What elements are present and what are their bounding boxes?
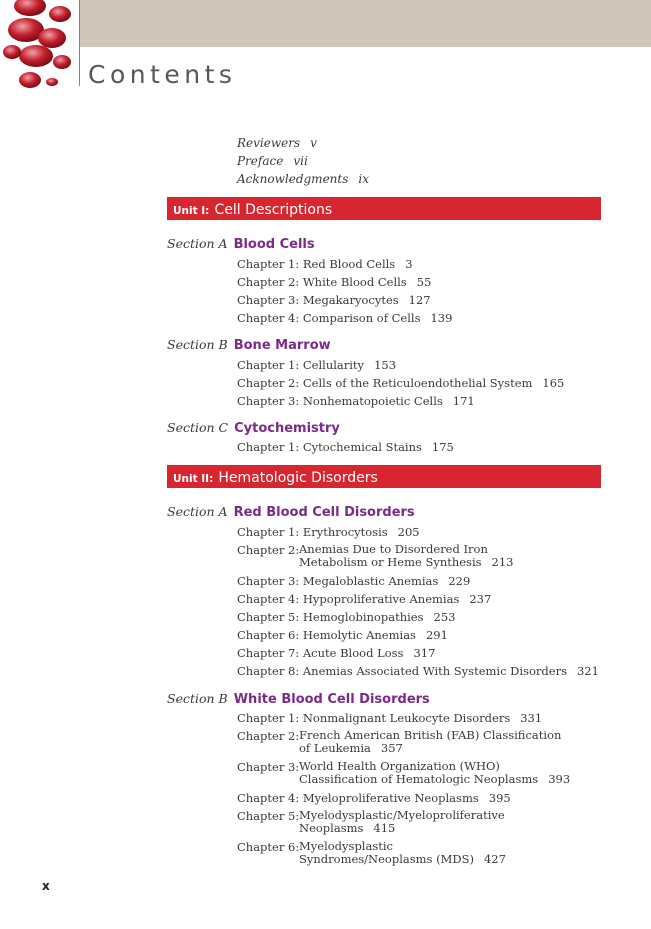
section-title: Red Blood Cell Disorders	[233, 505, 415, 520]
chapter-title: Anemias Associated With Systemic Disorders	[302, 664, 567, 678]
blood-cells-icon	[0, 0, 80, 92]
header-bar	[80, 0, 651, 47]
chapter-entry	[237, 608, 599, 626]
chapter-entry	[237, 291, 452, 309]
section-title: Blood Cells	[233, 237, 315, 252]
chapter-list	[237, 356, 564, 410]
page-number: 415	[373, 821, 396, 835]
unit-title: Cell Descriptions	[214, 202, 333, 218]
chapter-entry	[237, 541, 599, 572]
section-header	[167, 417, 340, 436]
page-number: 357	[380, 741, 403, 755]
chapter-title: Megakaryocytes	[302, 293, 399, 307]
chapter-label: Chapter 2:	[237, 275, 300, 289]
chapter-entry	[237, 392, 564, 410]
chapter-title: Acute Blood Loss	[302, 646, 404, 660]
front-matter-item	[237, 152, 369, 170]
chapter-label: Chapter 1:	[237, 440, 300, 454]
chapter-title: Myelodysplastic/Myeloproliferative Neoplasms	[299, 808, 505, 835]
chapter-title: Myeloproliferative Neoplasms	[302, 791, 479, 805]
chapter-entry	[237, 644, 599, 662]
section-label: Section B	[167, 337, 228, 352]
chapter-title: White Blood Cells	[302, 275, 407, 289]
chapter-title: Nonhematopoietic Cells	[302, 394, 443, 408]
chapter-title: Hemolytic Anemias	[302, 628, 416, 642]
chapter-label: Chapter 7:	[237, 646, 300, 660]
page-number: 175	[431, 440, 454, 454]
chapter-label: Chapter 6:	[237, 840, 300, 854]
section-header	[167, 334, 331, 353]
front-matter-title: Preface	[237, 154, 284, 168]
chapter-entry	[237, 523, 599, 541]
chapter-label: Chapter 4:	[237, 592, 300, 606]
section-header	[167, 501, 415, 520]
chapter-entry	[237, 438, 454, 456]
section-header	[167, 688, 430, 707]
chapter-list	[237, 438, 454, 456]
chapter-entry	[237, 838, 579, 869]
page-number: 237	[469, 592, 492, 606]
chapter-entry	[237, 590, 599, 608]
page-title: Contents	[88, 60, 237, 89]
chapter-title: Cellularity	[302, 358, 365, 372]
chapter-list	[237, 709, 579, 869]
chapter-entry	[237, 273, 452, 291]
section-label: Section A	[167, 504, 228, 519]
page-number: 291	[425, 628, 448, 642]
section-label: Section A	[167, 236, 228, 251]
chapter-title-wrap	[299, 838, 529, 869]
page-number: 395	[488, 791, 511, 805]
chapter-label: Chapter 5:	[237, 809, 300, 823]
chapter-title: Erythrocytosis	[302, 525, 388, 539]
section-label: Section C	[167, 420, 229, 435]
chapter-title: Anemias Due to Disordered Iron Metabolism or Heme Synthesis	[299, 542, 488, 569]
chapter-label: Chapter 3:	[237, 394, 300, 408]
page-number: 127	[408, 293, 431, 307]
page-number: 331	[520, 711, 543, 725]
chapter-entry	[237, 255, 452, 273]
chapter-title: Hypoproliferative Anemias	[302, 592, 460, 606]
chapter-title: French American British (FAB) Classification of Leukemia	[299, 728, 562, 755]
chapter-title: World Health Organization (WHO) Classification of Hematologic Neoplasms	[299, 759, 539, 786]
chapter-label: Chapter 2:	[237, 729, 300, 743]
chapter-list	[237, 255, 452, 327]
page-number-footer: x	[42, 879, 50, 893]
chapter-entry	[237, 374, 564, 392]
front-matter-title: Acknowledgments	[237, 172, 349, 186]
chapter-title-wrap	[299, 727, 569, 758]
chapter-label: Chapter 4:	[237, 791, 300, 805]
chapter-label: Chapter 4:	[237, 311, 300, 325]
chapter-title: Cytochemical Stains	[302, 440, 422, 454]
page-number: 3	[405, 257, 413, 271]
chapter-title: Cells of the Reticuloendothelial System	[302, 376, 533, 390]
chapter-title-wrap	[299, 758, 579, 789]
page-number: 165	[542, 376, 565, 390]
page-number: 393	[548, 772, 571, 786]
page-number: v	[310, 136, 317, 150]
chapter-label: Chapter 1:	[237, 257, 300, 271]
chapter-label: Chapter 3:	[237, 574, 300, 588]
unit-title: Hematologic Disorders	[218, 470, 378, 486]
section-title: Bone Marrow	[233, 338, 331, 353]
page-number: 427	[483, 852, 506, 866]
chapter-entry	[237, 789, 579, 807]
chapter-title: Comparison of Cells	[302, 311, 421, 325]
chapter-list	[237, 523, 599, 680]
chapter-label: Chapter 8:	[237, 664, 300, 678]
chapter-label: Chapter 1:	[237, 711, 300, 725]
section-header	[167, 233, 315, 252]
chapter-label: Chapter 3:	[237, 293, 300, 307]
front-matter-item	[237, 134, 369, 152]
page-number: 153	[374, 358, 397, 372]
page-number: 253	[433, 610, 456, 624]
chapter-title: Megaloblastic Anemias	[302, 574, 439, 588]
section-title: Cytochemistry	[234, 421, 340, 436]
chapter-entry	[237, 309, 452, 327]
chapter-title: Nonmalignant Leukocyte Disorders	[302, 711, 511, 725]
page-number: 321	[576, 664, 599, 678]
page-number: 139	[430, 311, 453, 325]
chapter-entry	[237, 356, 564, 374]
chapter-entry	[237, 572, 599, 590]
section-label: Section B	[167, 691, 228, 706]
page-number: 213	[491, 555, 514, 569]
chapter-label: Chapter 5:	[237, 610, 300, 624]
chapter-entry	[237, 758, 579, 789]
front-matter-title: Reviewers	[237, 136, 301, 150]
chapter-entry	[237, 626, 599, 644]
chapter-entry	[237, 709, 579, 727]
chapter-title-wrap	[299, 541, 559, 572]
unit-label: Unit I:	[173, 205, 210, 217]
chapter-title: Hemoglobinopathies	[302, 610, 424, 624]
unit-label: Unit II:	[173, 473, 214, 485]
chapter-title: Myelodysplastic Syndromes/Neoplasms (MDS)	[299, 839, 474, 866]
page-number: 205	[397, 525, 420, 539]
page-number: 229	[448, 574, 471, 588]
chapter-label: Chapter 3:	[237, 760, 300, 774]
chapter-label: Chapter 1:	[237, 525, 300, 539]
unit-header	[167, 197, 601, 220]
chapter-title: Red Blood Cells	[302, 257, 396, 271]
front-matter-list	[237, 134, 369, 188]
page-number: ix	[358, 172, 369, 186]
chapter-entry	[237, 662, 599, 680]
page-number: 55	[416, 275, 432, 289]
front-matter-item	[237, 170, 369, 188]
chapter-entry	[237, 727, 579, 758]
chapter-label: Chapter 1:	[237, 358, 300, 372]
chapter-entry	[237, 807, 579, 838]
page-number: vii	[293, 154, 308, 168]
unit-header	[167, 465, 601, 488]
chapter-label: Chapter 2:	[237, 376, 300, 390]
page-number: 317	[413, 646, 436, 660]
page-number: 171	[452, 394, 475, 408]
chapter-label: Chapter 2:	[237, 543, 300, 557]
section-title: White Blood Cell Disorders	[233, 692, 430, 707]
chapter-label: Chapter 6:	[237, 628, 300, 642]
chapter-title-wrap	[299, 807, 504, 838]
